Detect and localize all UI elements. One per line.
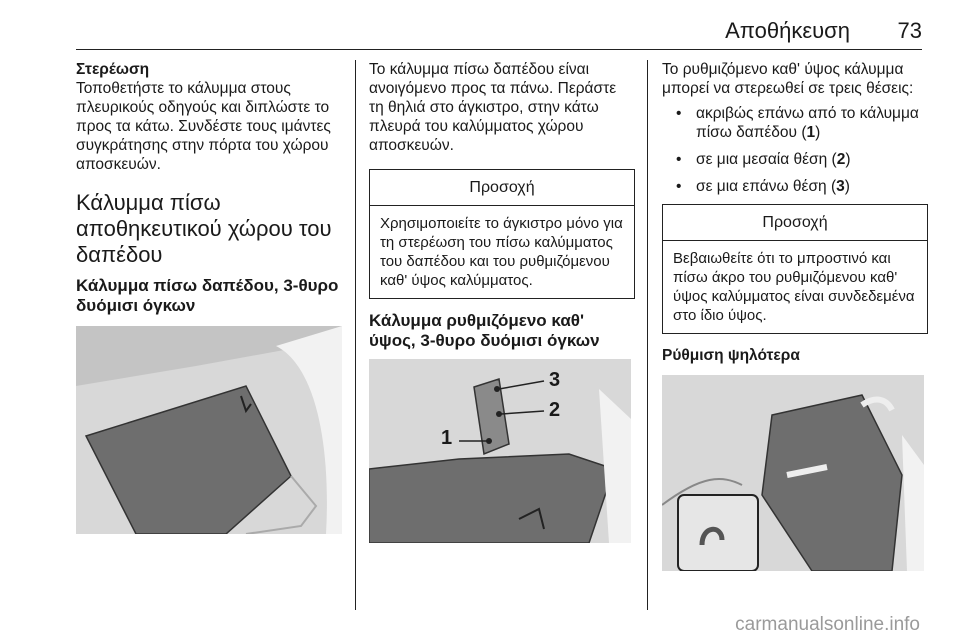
illustration-floor-cover bbox=[76, 326, 342, 534]
page-header bbox=[76, 14, 922, 50]
caution-title: Προσοχή bbox=[370, 170, 634, 206]
caution-box bbox=[662, 204, 928, 334]
header-rule bbox=[76, 49, 922, 50]
subsection-heading: Κάλυμμα πίσω δαπέδου, 3-θυρο δυόμισι όγκων bbox=[76, 276, 339, 315]
illustration-adjust-higher bbox=[662, 375, 924, 571]
page-number: 73 bbox=[897, 18, 922, 43]
subsection-heading: Κάλυμμα ρυθμιζόμενο καθ' ύψος, 3-θυρο δυόμισι όγκων bbox=[369, 311, 600, 350]
column-divider bbox=[647, 60, 648, 610]
caution-body: Χρησιμοποιείτε το άγκιστρο μόνο για τη στερέωση του πίσω καλύμματος του δαπέδου και του ρυθμιζόμενου καθ' ύψος καλύμματος. bbox=[380, 215, 623, 289]
list-item: • σε μια μεσαία θέση (2) bbox=[662, 150, 928, 169]
column-3 bbox=[662, 60, 928, 571]
column-divider bbox=[355, 60, 356, 610]
fastening-paragraph: Τοποθετήστε το κάλυμμα στους πλευρικούς οδηγούς και διπλώστε το προς τα κάτω. Συνδέστε τους ιμάντες συγκράτησης στην πόρτα του χώρου αποσκευών. bbox=[76, 80, 331, 173]
subheading-fastening: Στερέωση bbox=[76, 61, 150, 78]
callout-1: 1 bbox=[441, 427, 453, 449]
list-item: • σε μια επάνω θέση (3) bbox=[662, 177, 928, 196]
illustration-adjustable-cover bbox=[369, 359, 631, 543]
intro-paragraph: Το κάλυμμα πίσω δαπέδου είναι ανοιγόμενο προς τα πάνω. Περάστε τη θηλιά στο άγκιστρο, στην κάτω πλευρά του καλύμματος χώρου αποσκευών. bbox=[369, 61, 617, 154]
caution-box bbox=[369, 169, 635, 299]
watermark: carmanualsonline.info bbox=[735, 614, 920, 635]
subheading-adjust-higher: Ρύθμιση ψηλότερα bbox=[662, 347, 800, 364]
positions-list bbox=[662, 104, 928, 196]
section-title: Αποθήκευση bbox=[725, 18, 850, 43]
positions-paragraph: Το ρυθμιζόμενο καθ' ύψος κάλυμμα μπορεί να στερεωθεί σε τρεις θέσεις: bbox=[662, 61, 914, 97]
section-heading: Κάλυμμα πίσω αποθηκευτικού χώρου του δαπέδου bbox=[76, 190, 332, 267]
column-2 bbox=[369, 60, 635, 543]
caution-body: Βεβαιωθείτε ότι το μπροστινό και πίσω άκρο του ρυθμιζόμενου καθ' ύψος καλύμματος είναι συνδεδεμένα στο ίδιο ύψος. bbox=[673, 250, 915, 324]
caution-title: Προσοχή bbox=[663, 205, 927, 241]
column-1 bbox=[76, 60, 348, 534]
callout-3: 3 bbox=[549, 369, 561, 391]
callout-2: 2 bbox=[549, 399, 561, 421]
list-item: • ακριβώς επάνω από το κάλυμμα πίσω δαπέδου (1) bbox=[662, 104, 928, 142]
